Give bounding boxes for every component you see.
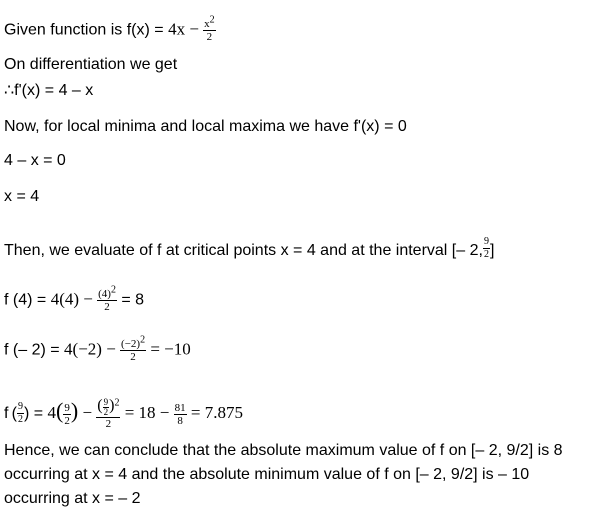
f-of-minus-2-line [4, 334, 191, 363]
f4-result: = 8 [116, 291, 145, 309]
equation-line: 4 – x = 0 [4, 152, 66, 169]
fm2-term: 4(−2) − [64, 339, 121, 359]
fraction-81-over-8: $\frac{81}{8}$ [174, 401, 186, 427]
f4-label: f (4) = [4, 291, 51, 309]
given-label: Given function is f(x) = [4, 21, 169, 39]
critical-condition-line: Now, for local minima and local maxima we have f'(x) = 0 [4, 118, 407, 135]
conclusion-line-3: occurring at x = – 2 [4, 490, 141, 507]
f-of-9-over-2-line: f ( $\frac{9}{2}$ ) = 4( $\frac{9}{2}$ ) − ( $\frac{9}{2}$ )2 2 = 18 − $\frac{81}{8}$ = 7.875 [4, 397, 243, 430]
solution-line: x = 4 [4, 188, 40, 205]
f92-eq: = [29, 405, 48, 423]
fraction-4-squared-over-2: $\frac{(4)2}{2}$ [98, 284, 116, 313]
derivative-line: ∴f'(x) = 4 – x [4, 82, 94, 99]
fraction-9-over-2-squared-over-2: ( $\frac{9}{2}$ )2 2 [97, 397, 120, 430]
fraction-minus-2-squared-over-2: $\frac{(-2)2}{2}$ [121, 334, 146, 363]
evaluate-text: Then, we evaluate of f at critical points x = 4 and at the interval [– 2, [4, 242, 483, 259]
paren-9-over-2: $\frac{9}{2}$ [64, 401, 70, 427]
conclusion-line-1: Hence, we can conclude that the absolute maximum value of f on [– 2, 9/2] is 8 [4, 442, 563, 459]
conclusion-line-2: occurring at x = 4 and the absolute minimum value of f on [– 2, 9/2] is – 10 [4, 466, 530, 483]
arg-9-over-2: $\frac{9}{2}$ [17, 401, 23, 426]
f4-term: 4(4) − [50, 289, 98, 309]
f-of-4-line [4, 284, 145, 313]
bracket-close: ] [489, 242, 495, 259]
f92-minus: − [78, 403, 97, 423]
function-term: 4x − [168, 19, 204, 39]
given-function-line [4, 14, 216, 43]
fraction-x-squared-over-2: $\frac{x2}{2}$ [204, 14, 215, 43]
fm2-label: f (– 2) = [4, 341, 65, 359]
fm2-result: = −10 [146, 339, 191, 359]
f92-result: = 7.875 [186, 403, 243, 423]
evaluate-line [4, 236, 494, 261]
f92-mid: = 18 − [120, 403, 174, 423]
f92-coef: 4 [47, 403, 57, 423]
fraction-9-over-2: $\frac{9}{2}$ [483, 236, 489, 260]
differentiation-line: On differentiation we get [4, 56, 178, 73]
f92-f: f [4, 405, 9, 423]
